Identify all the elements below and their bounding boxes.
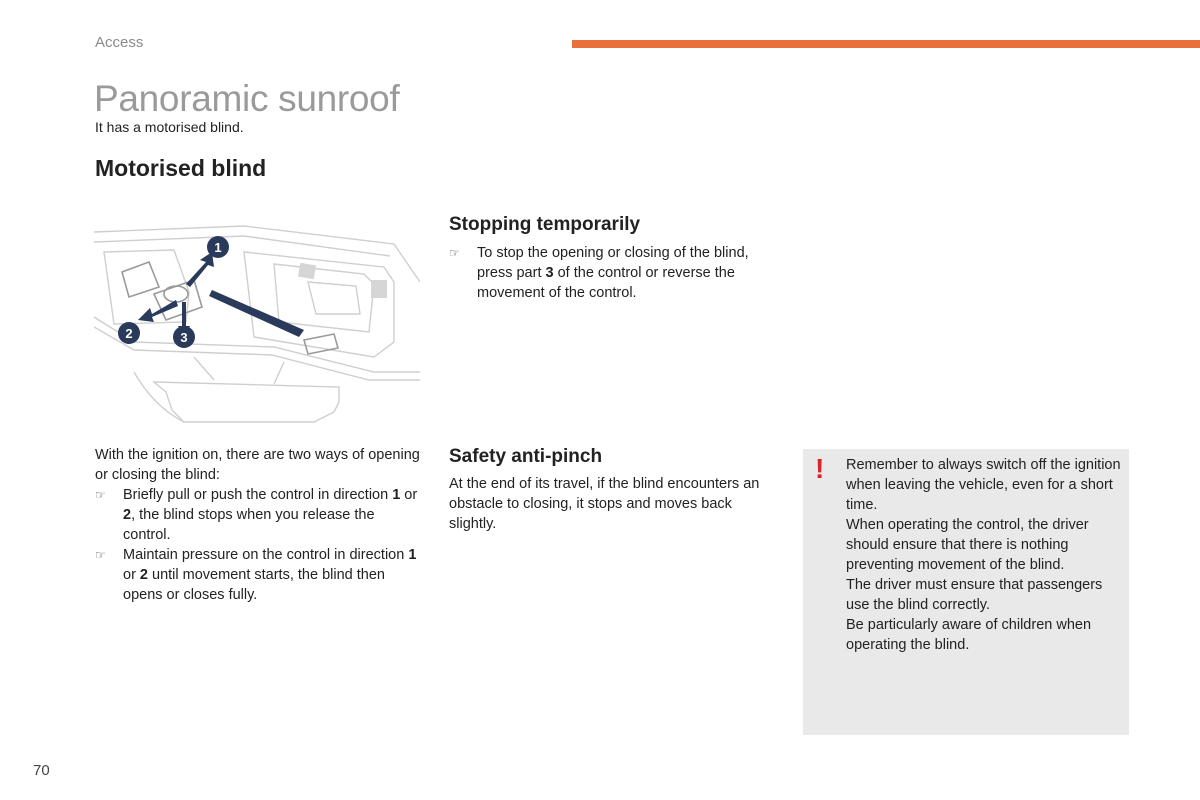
warning-line: When operating the control, the driver should ensure that there is nothing preventing movement of the blind. <box>846 517 1089 573</box>
callout-1-icon <box>207 236 229 258</box>
warning-line: Remember to always switch off the ignition when leaving the vehicle, even for a short time. <box>846 457 1121 513</box>
bullet-text: Briefly pull or push the control in direction <box>123 487 393 503</box>
sunroof-control-illustration <box>94 222 420 432</box>
svg-text:1: 1 <box>214 240 222 255</box>
stopping-section <box>449 243 779 303</box>
direction-ref: 2 <box>139 567 148 583</box>
callout-2-icon <box>118 322 140 344</box>
bullet-text: To stop the opening or closing of the blind, press part <box>477 245 749 281</box>
anti-pinch-text: At the end of its travel, if the blind encounters an obstacle to closing, it stops and moves back slightly. <box>449 476 760 532</box>
callout-3-icon <box>173 326 195 348</box>
page-subtitle: It has a motorised blind. <box>95 119 244 135</box>
page-number: 70 <box>33 762 50 779</box>
bullet-text: or <box>123 567 140 583</box>
page-title: Panoramic sunroof <box>94 78 400 119</box>
bullet-text: of the control or reverse the movement of the control. <box>477 265 735 301</box>
warning-line: Be particularly aware of children when operating the blind. <box>846 617 1092 653</box>
svg-text:3: 3 <box>180 330 188 345</box>
hand-pointer-icon: ☞ <box>95 548 106 562</box>
warning-text <box>846 455 1124 655</box>
list-item <box>449 243 779 303</box>
bullet-text: or <box>400 487 418 503</box>
bullet-text: , the blind stops when you release the control. <box>123 507 375 543</box>
part-ref: 3 <box>545 265 554 281</box>
bullet-text: until movement starts, the blind then opens or closes fully. <box>123 567 385 603</box>
left-column <box>95 445 425 605</box>
direction-ref: 1 <box>408 547 417 563</box>
exclamation-icon: ! <box>815 453 825 484</box>
list-item <box>95 545 425 605</box>
hand-pointer-icon: ☞ <box>95 488 106 502</box>
header-accent-bar <box>572 40 1200 48</box>
hand-pointer-icon: ☞ <box>449 246 460 260</box>
section-heading: Motorised blind <box>95 155 267 181</box>
warning-line: The driver must ensure that passengers use the blind correctly. <box>846 577 1103 613</box>
anti-pinch-heading: Safety anti-pinch <box>449 446 603 467</box>
intro-text: With the ignition on, there are two ways of opening or closing the blind: <box>95 447 420 483</box>
roof-console-drawing <box>94 222 420 432</box>
bullet-text: Maintain pressure on the control in direction <box>123 547 409 563</box>
stopping-heading: Stopping temporarily <box>449 214 641 235</box>
direction-ref: 2 <box>123 507 132 523</box>
svg-text:2: 2 <box>125 326 133 341</box>
direction-ref: 1 <box>392 487 401 503</box>
section-tag: Access <box>95 34 144 51</box>
list-item <box>95 485 425 545</box>
